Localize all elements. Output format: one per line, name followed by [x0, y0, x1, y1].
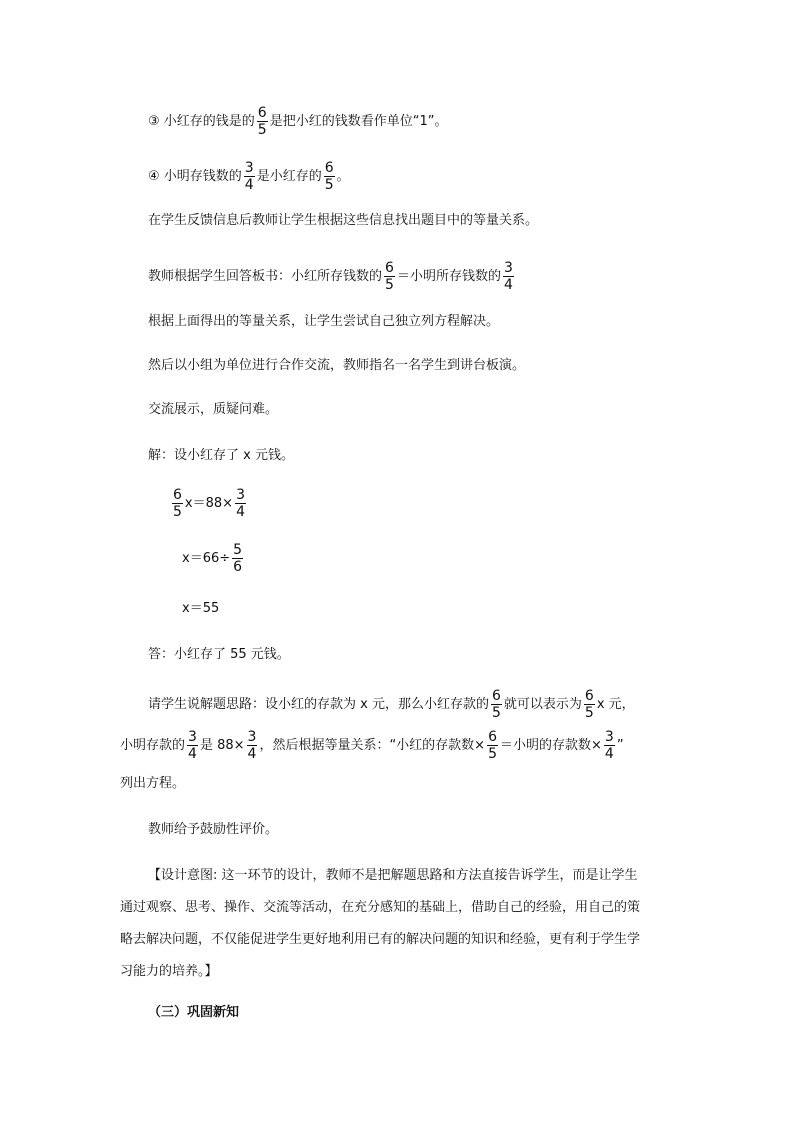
fraction: $\frac{6}{5}$	[385, 260, 394, 293]
fraction: $\frac{3}{4}$	[247, 729, 257, 762]
design-intent-line-1: 【设计意图: 这一环节的设计，教师不是把解题思路和方法直接告诉学生，而是让学生	[148, 868, 638, 883]
line-reasoning-1: 请学生说解题思路：设小红的存款为 x 元，那么小红存款的 $\frac{6}{5}$ 就可以表示为 $\frac{6}{5}$ x 元，	[148, 688, 635, 721]
line-point-4: ④ 小明存钱数的 $\frac{3}{4}$ 是小红存的 $\frac{6}{5}$ 。	[148, 160, 350, 193]
fraction: $\frac{3}{4}$	[244, 160, 254, 193]
paragraph: 教师给予鼓励性评价。	[148, 822, 279, 837]
design-intent-line-2: 通过观察、思考、操作、交流等活动，在充分感知的基础上，借助自己的经验，用自己的策	[120, 900, 641, 915]
paragraph: 列出方程。	[120, 776, 186, 791]
answer: 答：小红存了 55 元钱。	[148, 647, 290, 662]
line-point-3: ③ 小红存的钱是的 $\frac{6}{5}$ 是把小红的钱数看作单位“1”。	[148, 105, 448, 138]
paragraph: 根据上面得出的等量关系，让学生尝试自己独立列方程解决。	[148, 314, 500, 329]
fraction: $\frac{3}{4}$	[503, 260, 513, 293]
section-heading: （三）巩固新知	[148, 1005, 240, 1020]
line-board: 教师根据学生回答板书：小红所存钱数的 $\frac{6}{5}$ ＝小明所存钱数的 $\frac{3}{4}$	[148, 260, 513, 293]
line-reasoning-2: 小明存款的 $\frac{3}{4}$ 是 88× $\frac{3}{4}$ ，然后根据等量关系：“小红的存款数× $\frac{6}{5}$ ＝小明的存款数× $\frac{3}{4}$ ”	[120, 729, 624, 762]
fraction: $\frac{3}{4}$	[604, 729, 614, 762]
fraction: $\frac{3}{4}$	[236, 487, 245, 520]
paragraph: 交流展示，质疑问难。	[148, 402, 279, 417]
design-intent-line-4: 习能力的培养。】	[120, 964, 218, 979]
fraction: $\frac{6}{5}$	[488, 729, 497, 762]
fraction: $\frac{5}{6}$	[233, 542, 243, 575]
paragraph: 解：设小红存了 x 元钱。	[148, 448, 294, 463]
paragraph: 在学生反馈信息后教师让学生根据这些信息找出题目中的等量关系。	[148, 213, 539, 228]
fraction: $\frac{6}{5}$	[324, 160, 334, 193]
equation-2: x＝66÷ $\frac{5}{6}$	[182, 542, 243, 575]
fraction: $\frac{6}{5}$	[491, 688, 501, 721]
design-intent-line-3: 略去解决问题，不仅能促进学生更好地利用已有的解决问题的知识和经验，更有利于学生学	[120, 932, 641, 947]
equation-1: $\frac{6}{5}$ x＝88× $\frac{3}{4}$	[173, 487, 245, 520]
fraction: $\frac{6}{5}$	[584, 688, 594, 721]
fraction: $\frac{6}{5}$	[173, 487, 182, 520]
equation-3: x＝55	[182, 601, 220, 616]
fraction: $\frac{6}{5}$	[257, 105, 267, 138]
paragraph: 然后以小组为单位进行合作交流，教师指名一名学生到讲台板演。	[148, 358, 526, 373]
fraction: $\frac{3}{4}$	[188, 729, 197, 762]
